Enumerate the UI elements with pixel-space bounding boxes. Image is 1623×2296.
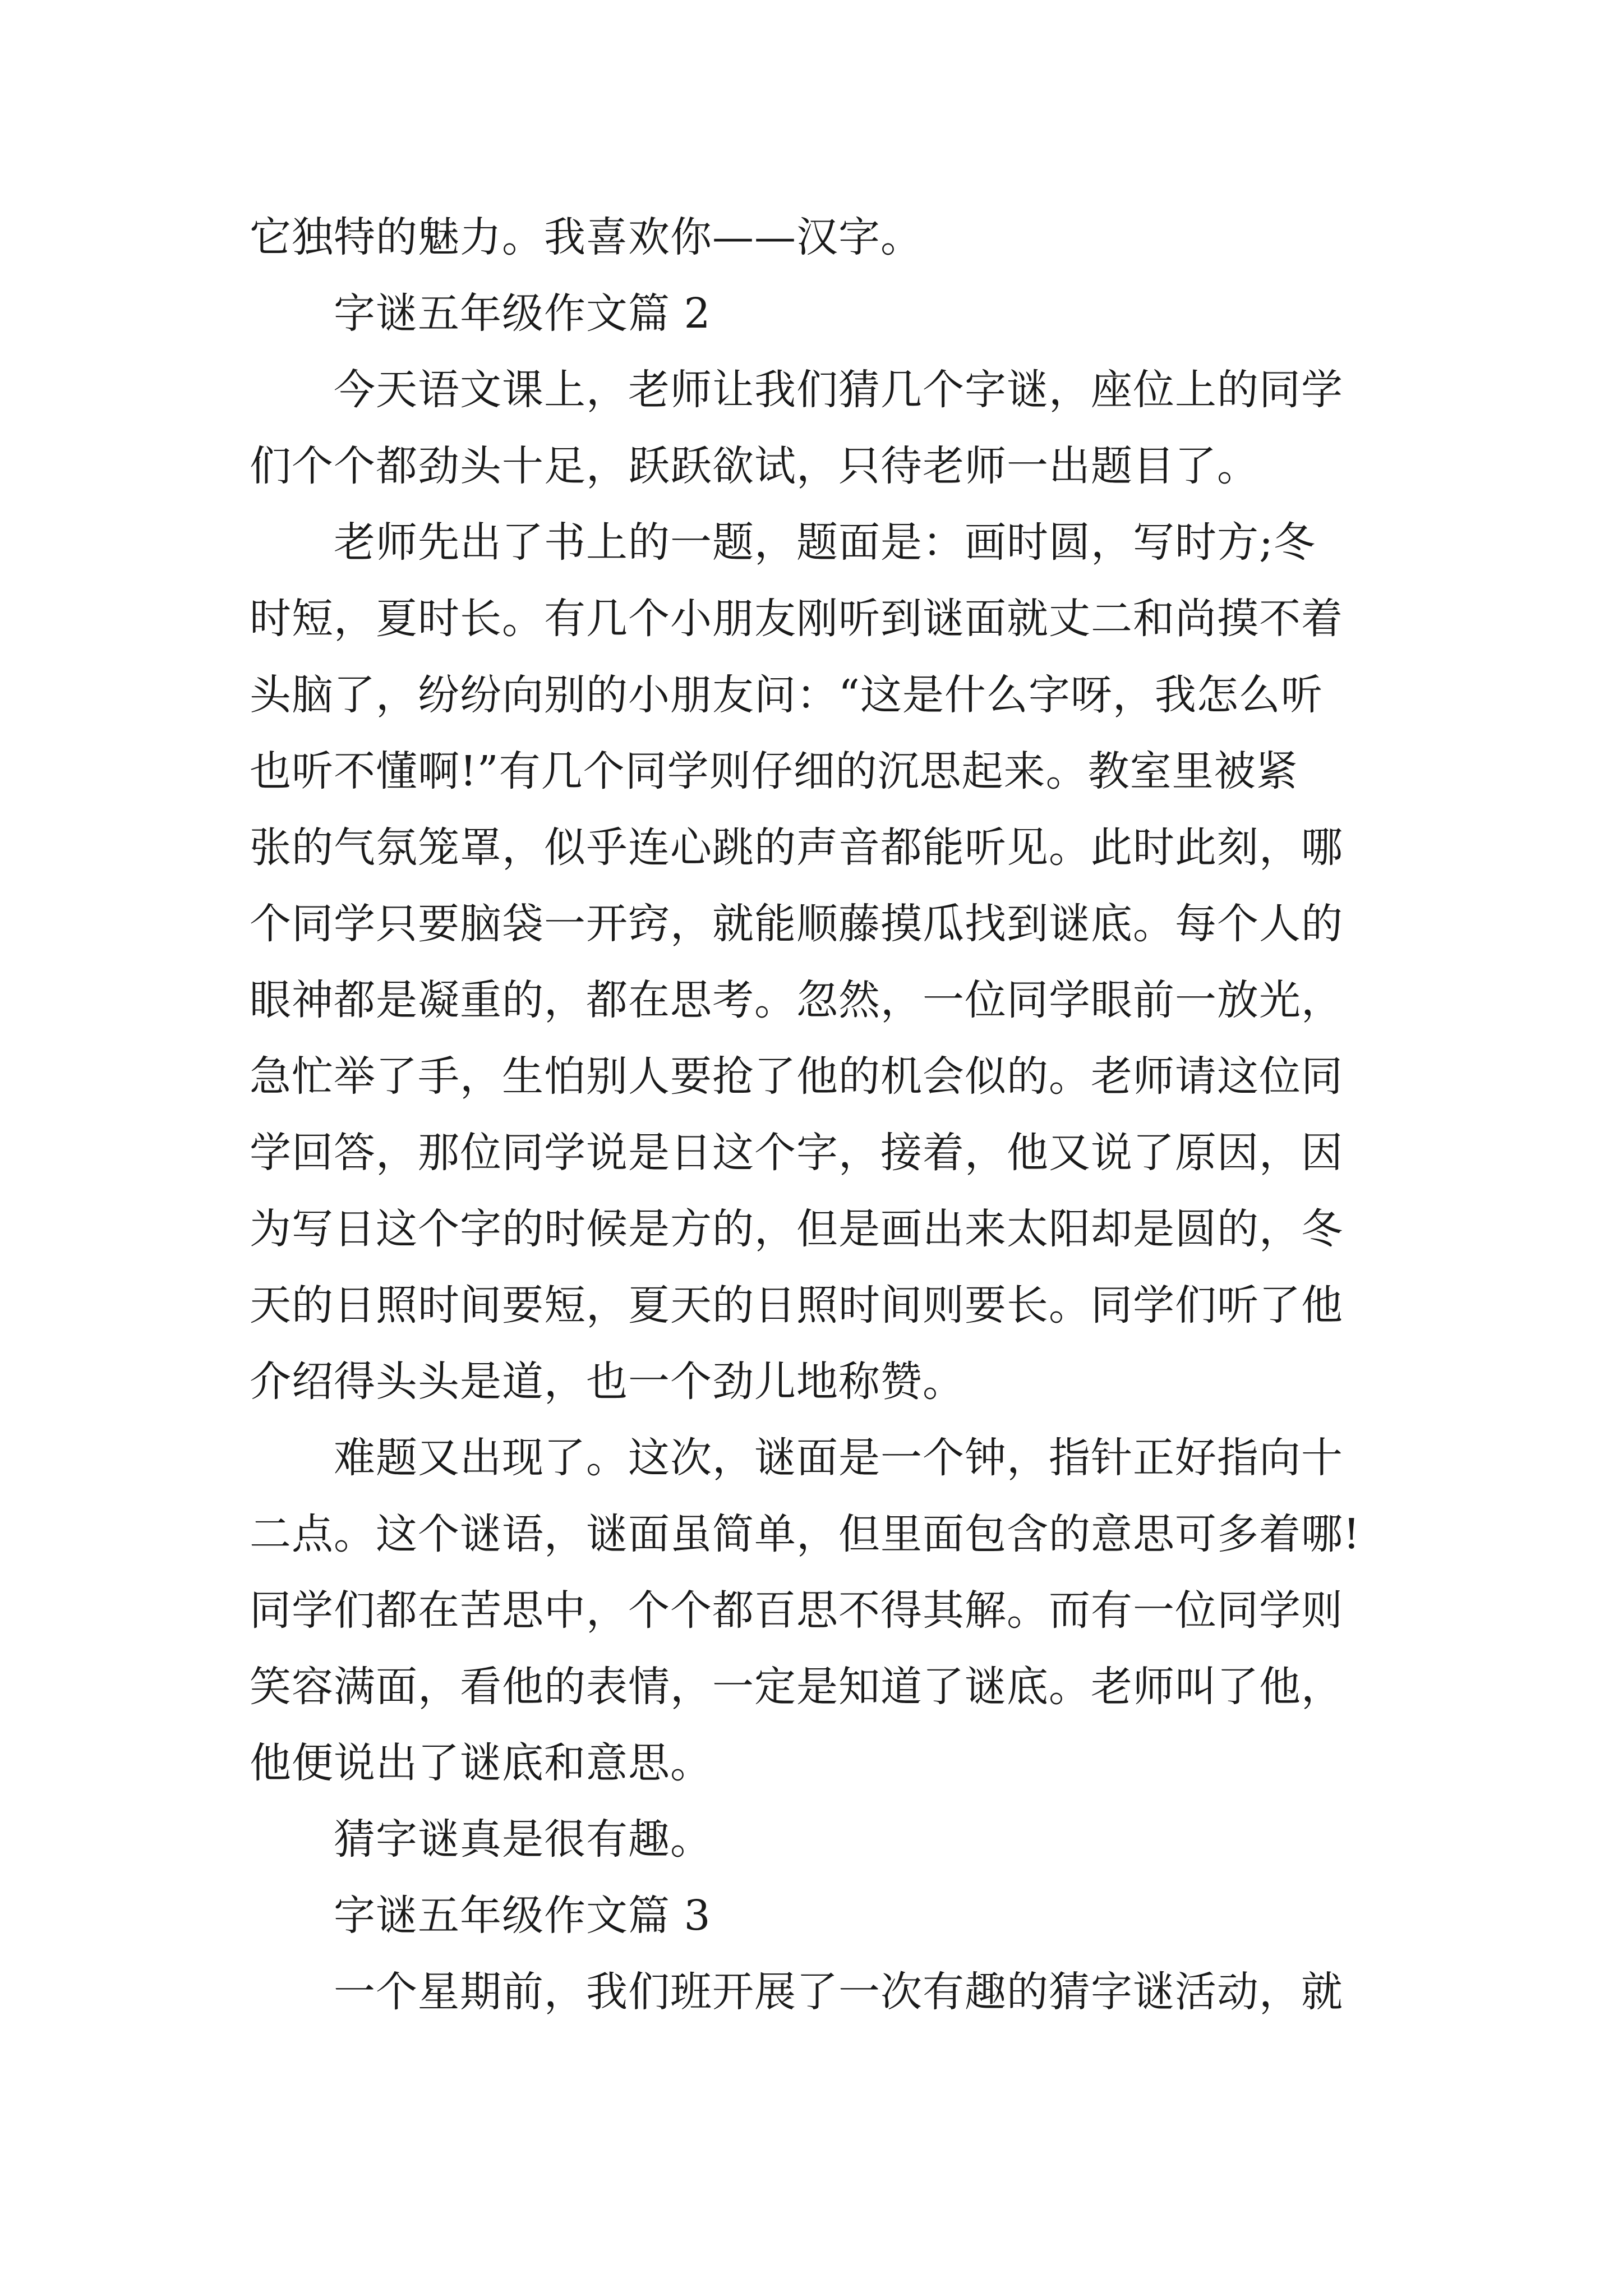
heading-text: 字谜五年级作文篇 2 — [334, 289, 711, 338]
heading-text: 字谜五年级作文篇 3 — [334, 1892, 711, 1940]
text-line: 一个星期前，我们班开展了一次有趣的猜字谜活动，就 — [334, 1968, 1343, 2016]
text-line: 急忙举了手，生怕别人要抢了他的机会似的。老师请这位同 — [250, 1052, 1343, 1101]
text-line: 二点。这个谜语，谜面虽简单，但里面包含的意思可多着哪! — [250, 1510, 1361, 1558]
text-line: 学回答，那位同学说是日这个字，接着，他又说了原因，因 — [250, 1129, 1343, 1177]
text-line: 他便说出了谜底和意思。 — [250, 1739, 712, 1787]
text-line: 时短，夏时长。有几个小朋友刚听到谜面就丈二和尚摸不着 — [250, 595, 1343, 643]
section-heading — [250, 1878, 1382, 1954]
text-line: 眼神都是凝重的，都在思考。忽然，一位同学眼前一放光， — [250, 976, 1343, 1024]
text-line: 天的日照时间要短，夏天的日照时间则要长。同学们听了他 — [250, 1281, 1343, 1329]
paragraph — [250, 352, 1382, 504]
text-line: 猜字谜真是很有趣。 — [334, 1815, 712, 1864]
text-line: 张的气氛笼罩，似乎连心跳的声音都能听见。此时此刻，哪 — [250, 823, 1343, 872]
paragraph — [250, 1954, 1382, 2030]
text-line: 它独特的魅力。我喜欢你——汉字。 — [250, 213, 923, 261]
text-line: 为写日这个字的时候是方的，但是画出来太阳却是圆的，冬 — [250, 1205, 1343, 1253]
text-line: 同学们都在苦思中，个个都百思不得其解。而有一位同学则 — [250, 1586, 1343, 1635]
text-line: 个同学只要脑袋一开窍，就能顺藤摸瓜找到谜底。每个人的 — [250, 900, 1343, 948]
text-line: 难题又出现了。这次，谜面是一个钟，指针正好指向十 — [334, 1434, 1343, 1482]
paragraph — [250, 1801, 1382, 1878]
text-line: 笑容满面，看他的表情，一定是知道了谜底。老师叫了他， — [250, 1663, 1343, 1711]
paragraph — [250, 504, 1382, 1420]
paragraph — [250, 199, 1382, 275]
text-line: 今天语文课上，老师让我们猜几个字谜，座位上的同学 — [334, 366, 1343, 414]
text-line: 老师先出了书上的一题，题面是：画时圆，写时方;冬 — [334, 518, 1316, 567]
text-line: 们个个都劲头十足，跃跃欲试，只待老师一出题目了。 — [250, 442, 1259, 490]
text-line: 头脑了，纷纷向别的小朋友问：“这是什么字呀，我怎么听 — [250, 671, 1323, 719]
text-line: 介绍得头头是道，也一个劲儿地称赞。 — [250, 1358, 965, 1406]
section-heading — [250, 275, 1382, 352]
text-line: 也听不懂啊!”有几个同学则仔细的沉思起来。教室里被紧 — [250, 747, 1298, 795]
document-body — [250, 199, 1382, 2030]
paragraph — [250, 1420, 1382, 1801]
